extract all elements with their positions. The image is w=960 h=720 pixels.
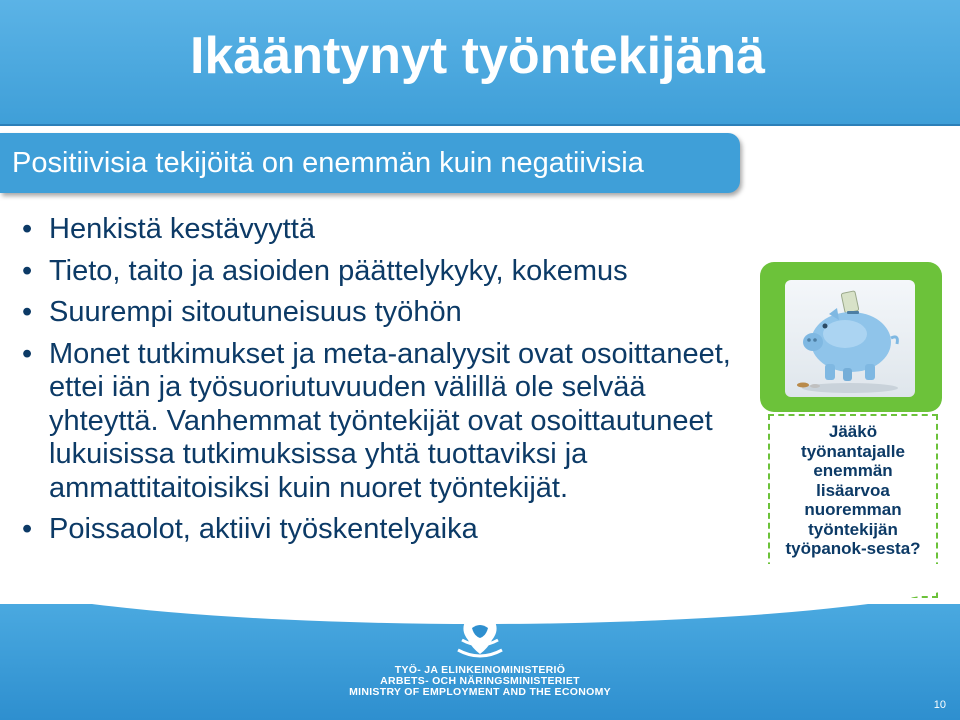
slide-title: Ikääntynyt työntekijänä: [190, 27, 766, 85]
bullet-item: [22, 338, 742, 506]
bullet-dot-icon: •: [22, 337, 33, 370]
bullet-dot-icon: •: [22, 296, 33, 328]
piggy-bank-image: [785, 280, 915, 397]
bullet-text: Monet tutkimukset ja meta-analyysit ovat osoittaneet, ettei iän ja työsuoriutuvuuden välillä ole selvää yhteyttä. Vanhemmat työntekijät ovat osoittautuneet lukuisissa tutkimuksissa yhtä tuottaviksi ja ammattitaitoisiksi kuin nuoret työntekijät.: [49, 337, 731, 504]
ministry-name-fi: TYÖ- JA ELINKEINOMINISTERIÖ: [394, 664, 566, 676]
bullet-item: [22, 255, 742, 289]
bullet-dot-icon: •: [22, 513, 33, 545]
lion-emblem-icon: [452, 610, 508, 664]
bullet-item: [22, 513, 742, 547]
ministry-name-en: MINISTRY OF EMPLOYMENT AND THE ECONOMY: [349, 686, 611, 698]
bullet-dot-icon: •: [22, 213, 33, 245]
bullet-item: [22, 213, 742, 247]
bullet-item: [22, 296, 742, 330]
piggy-bank-icon: [785, 280, 915, 397]
callout-text: Jääkö työnantajalle enemmän lisäarvoa nuoremman työntekijän työpanok-sesta?: [785, 422, 921, 558]
title-band: [0, 0, 960, 126]
ministry-name-sv: ARBETS- OCH NÄRINGSMINISTERIET: [380, 675, 580, 687]
footer: [0, 604, 960, 720]
bullet-list: [22, 213, 742, 555]
page-number: 10: [933, 699, 946, 711]
bullet-text: Poissaolot, aktiivi työskentelyaika: [49, 513, 478, 545]
bullet-dot-icon: •: [22, 254, 33, 287]
subtitle-bar: [0, 133, 740, 193]
bullet-text: Tieto, taito ja asioiden päättelykyky, kokemus: [49, 254, 628, 287]
image-frame: [760, 262, 942, 412]
subtitle-text: Positiivisia tekijöitä on enemmän kuin negatiivisia: [12, 147, 644, 179]
bullet-text: Henkistä kestävyyttä: [49, 213, 315, 245]
bullet-text: Suurempi sitoutuneisuus työhön: [49, 296, 462, 328]
